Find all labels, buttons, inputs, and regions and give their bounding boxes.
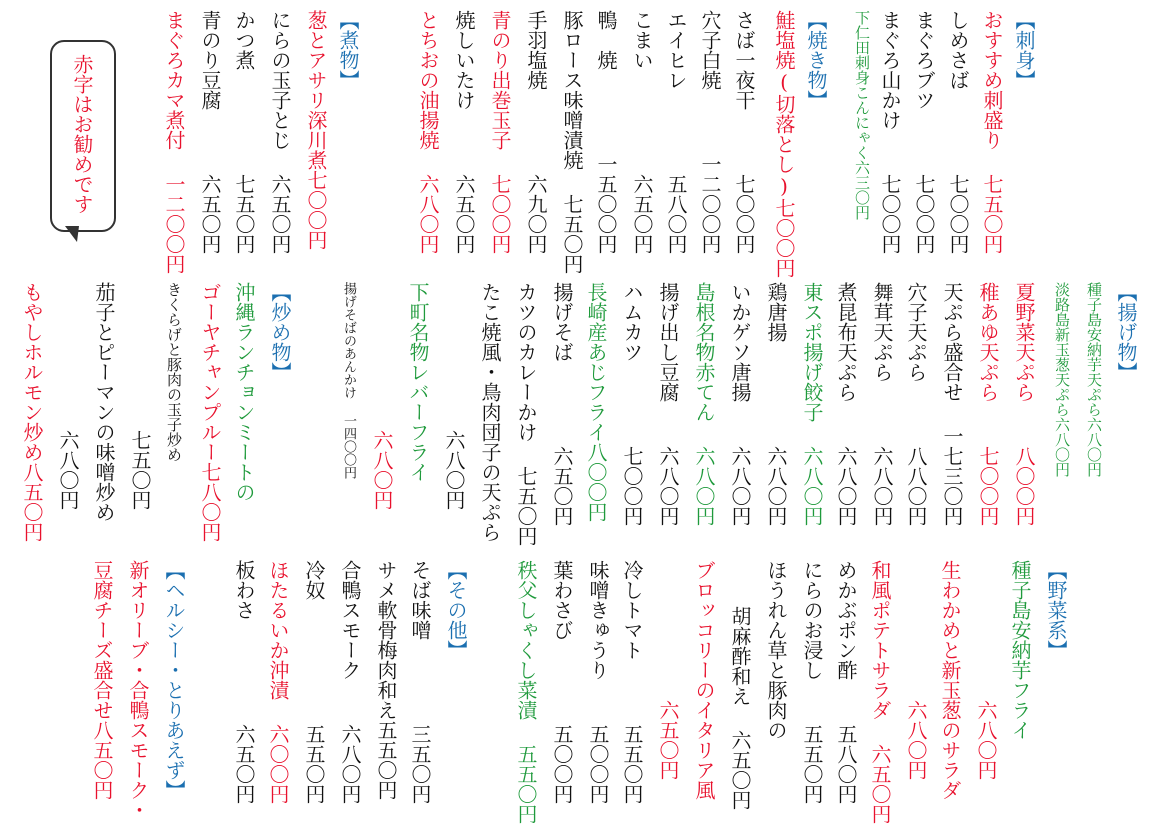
menu-item: 茄子とピーマンの味噌炒め [92,282,116,522]
menu-item: エイヒレ 五八〇円 [664,10,688,254]
menu-item: 東スポ揚げ餃子 六八〇円 [800,282,824,526]
menu-item: さば一夜干 七〇〇円 [732,10,756,254]
menu-item: 豚ロース味噌漬焼 七五〇円 [560,10,584,274]
section-nimono: 【煮物】 [336,10,360,90]
menu-item: 合鴨スモーク 六八〇円 [338,560,362,804]
menu-item: 夏野菜天ぷら 八〇〇円 [1012,282,1036,526]
menu-item: にらのお浸し 五五〇円 [800,560,824,804]
menu-item: 鶏唐揚 六八〇円 [764,282,788,526]
menu-item: 六八〇円 [56,430,80,510]
menu-item: 島根名物赤てん 六八〇円 [692,282,716,526]
section-sonota: 【その他】 [444,560,468,660]
menu-item: 種子島安納芋フライ [1008,560,1032,740]
menu-item: 冷しトマト 五五〇円 [620,560,644,804]
menu-item: 板わさ 六五〇円 [232,560,256,804]
menu-item: 穴子天ぷら 八八〇円 [904,282,928,526]
menu-item: たこ焼風・鳥肉団子の天ぷら [478,282,502,542]
bubble-tail [65,226,79,242]
menu-item: まぐろカマ煮付 一二〇〇円 [162,10,186,274]
menu-item: とちおの油揚焼 六八〇円 [416,10,440,254]
section-herushi: 【ヘルシー・とりあえず】 [162,560,186,800]
menu-item: 胡麻酢和え 六五〇円 [728,606,752,810]
menu-item: にらの玉子とじ 六五〇円 [268,10,292,254]
menu-item: ほたるいか沖漬 六〇〇円 [266,560,290,804]
menu-item: 焼しいたけ 六五〇円 [452,10,476,254]
menu-item: 天ぷら盛合せ 一七三〇円 [940,282,964,526]
menu-item: 葉わさび 五〇〇円 [550,560,574,804]
section-yakimono: 【焼き物】 [804,10,828,110]
menu-item: ほうれん草と豚肉の [764,560,788,740]
menu-item: 青のり豆腐 六五〇円 [198,10,222,254]
menu-item: 六八〇円 [974,700,998,780]
menu-item: 豆腐チーズ盛合せ八五〇円 [90,560,114,800]
menu-item: そば味噌 三五〇円 [408,560,432,804]
menu-item: しめさば 七〇〇円 [946,10,970,254]
menu-item: 淡路島新玉葱天ぷら六八〇円 [1053,282,1071,477]
menu-item: サメ軟骨梅肉和え五五〇円 [374,560,398,800]
section-sashimi: 【刺身】 [1012,10,1036,90]
menu-item: ブロッコリーのイタリア風 [692,560,716,800]
menu-item: おすすめ刺盛り 七五〇円 [980,10,1004,254]
bubble-text: 赤字はお勧めです [70,54,94,214]
menu-item: 味噌きゅうり 五〇〇円 [586,560,610,804]
menu-item: 葱とアサリ深川煮七〇〇円 [304,10,328,250]
menu-item: 青のり出巻玉子 七〇〇円 [488,10,512,254]
menu-item: かつ煮 七五〇円 [232,10,256,254]
menu-item: 鴨 焼 一五〇〇円 [594,10,618,254]
recommend-bubble [50,40,116,232]
menu-item: きくらげと豚肉の玉子炒め [165,282,183,462]
menu-item: 六五〇円 [656,700,680,780]
menu-item: 揚げそばのあんかけ 一四〇〇円 [341,282,356,479]
menu-item: 冷奴 五五〇円 [302,560,326,804]
menu-item: 六八〇円 [370,430,394,510]
menu-item: 秩父しゃくし菜漬 五五〇円 [514,560,538,824]
menu-item: もやしホルモン炒め八五〇円 [20,282,44,542]
section-itamemono: 【炒め物】 [268,282,292,382]
section-yasai: 【野菜系】 [1044,560,1068,660]
menu-item: めかぶポン酢 五八〇円 [834,560,858,804]
menu-item: 舞茸天ぷら 六八〇円 [870,282,894,526]
menu-item: 鮭塩焼(切落とし)七〇〇円 [772,10,796,278]
menu-item: 和風ポテトサラダ 六五〇円 [868,560,892,824]
menu-item: 新オリーブ・合鴨スモーク・ [126,560,150,820]
menu-item: 揚げ出し豆腐 六八〇円 [656,282,680,526]
menu-item: 沖縄ランチョンミートの [232,282,256,502]
menu-item: 下仁田刺身こんにゃく六三〇円 [853,10,871,220]
menu-item: 種子島安納芋天ぷら六八〇円 [1085,282,1103,477]
menu-item: 穴子白焼 一二〇〇円 [698,10,722,254]
menu-item: まぐろ山かけ 七〇〇円 [878,10,902,254]
menu-item: カツのカレーかけ 七五〇円 [514,282,538,546]
menu-item: 手羽塩焼 六九〇円 [524,10,548,254]
menu-item: 下町名物レバーフライ [406,282,430,482]
menu-item: 揚げそば 六五〇円 [550,282,574,526]
menu-item: ゴーヤチャンプルー七八〇円 [198,282,222,542]
menu-item: 生わかめと新玉葱のサラダ [938,560,962,800]
menu-item: 稚あゆ天ぷら 七〇〇円 [976,282,1000,526]
menu-item: 長崎産あじフライ八〇〇円 [584,282,608,522]
menu-item: 煮昆布天ぷら 六八〇円 [834,282,858,526]
menu-item: 六八〇円 [442,430,466,510]
menu-item: 六八〇円 [904,700,928,780]
menu-item: 七五〇円 [128,430,152,510]
section-agemono: 【揚げ物】 [1114,282,1138,382]
menu-item: まぐろブツ 七〇〇円 [912,10,936,254]
menu-item: いかゲソ唐揚 六八〇円 [728,282,752,526]
menu-item: ハムカツ 七〇〇円 [620,282,644,526]
menu-item: こまい 六五〇円 [630,10,654,254]
